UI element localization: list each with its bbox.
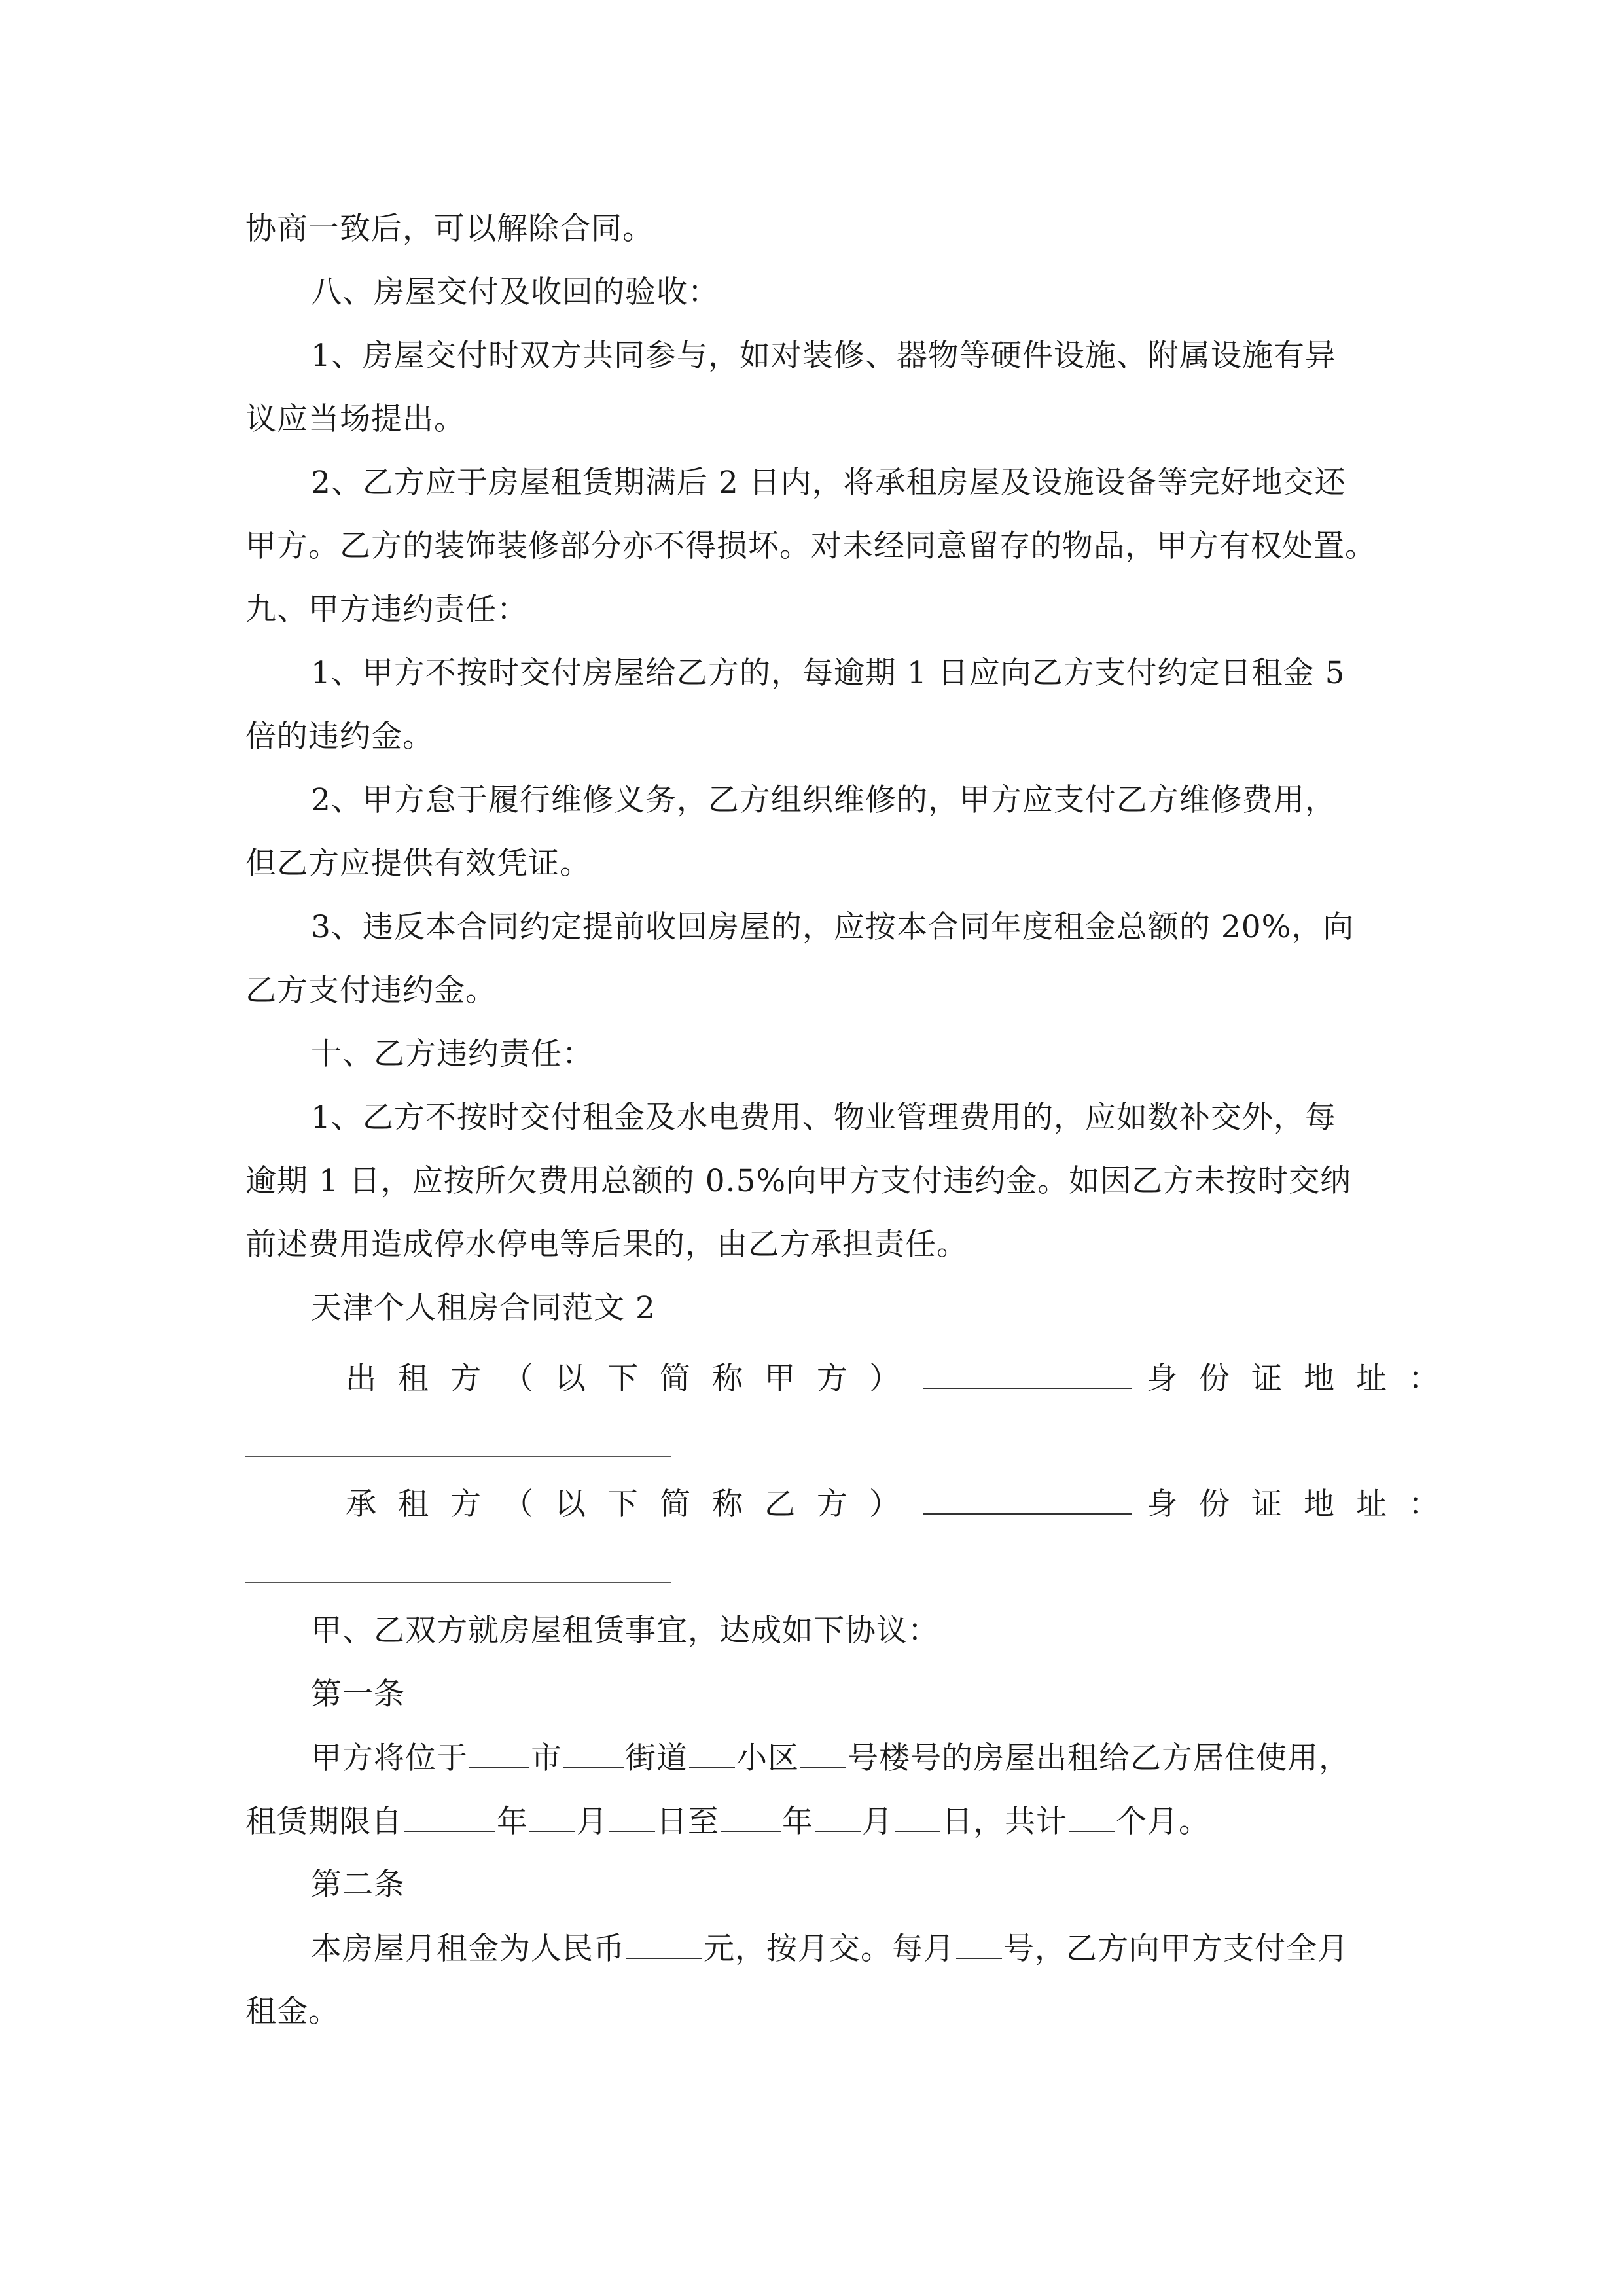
document-subtitle: 天津个人租房合同范文 2 bbox=[311, 1290, 656, 1326]
city-blank[interactable] bbox=[469, 1738, 529, 1768]
article1-line2 bbox=[245, 1802, 1210, 1842]
text-line: 前述费用造成停水停电等后果的，由乙方承担责任。 bbox=[245, 1227, 968, 1263]
text-segment: 个月。 bbox=[1116, 1804, 1210, 1840]
text-segment: 号，乙方向甲方支付全月 bbox=[1003, 1931, 1349, 1967]
article1-line1 bbox=[311, 1738, 1350, 1778]
lessor-line bbox=[346, 1359, 1461, 1399]
text-segment: 本房屋月租金为人民币 bbox=[311, 1931, 625, 1967]
end-year-blank[interactable] bbox=[721, 1802, 781, 1832]
lessee-name-blank[interactable] bbox=[923, 1484, 1132, 1515]
pay-day-blank[interactable] bbox=[956, 1929, 1002, 1959]
text-line: 3、违反本合同约定提前收回房屋的，应按本合同年度租金总额的 20%，向 bbox=[311, 909, 1355, 945]
text-segment: 元，按月交。每月 bbox=[704, 1931, 955, 1967]
text-line: 倍的违约金。 bbox=[245, 719, 434, 755]
end-day-blank[interactable] bbox=[895, 1802, 940, 1832]
community-blank[interactable] bbox=[689, 1738, 735, 1768]
text-segment: 年 bbox=[782, 1804, 813, 1840]
rent-amount-blank[interactable] bbox=[626, 1929, 702, 1959]
lessor-label: 出租方（以下简称甲方） bbox=[346, 1361, 921, 1397]
text-line: 租金。 bbox=[245, 1994, 340, 2030]
text-segment: 月 bbox=[577, 1804, 608, 1840]
start-month-blank[interactable] bbox=[529, 1802, 575, 1832]
text-line: 议应当场提出。 bbox=[245, 401, 465, 437]
lessor-address-label: 身份证地址： bbox=[1147, 1361, 1461, 1397]
start-day-blank[interactable] bbox=[609, 1802, 655, 1832]
text-segment: 年 bbox=[497, 1804, 528, 1840]
text-segment: 月 bbox=[862, 1804, 893, 1840]
text-line: 甲方。乙方的装饰装修部分亦不得损坏。对未经同意留存的物品，甲方有权处置。 bbox=[245, 528, 1376, 564]
lessee-label: 承租方（以下简称乙方） bbox=[346, 1486, 921, 1522]
text-line: 2、乙方应于房屋租赁期满后 2 日内，将承租房屋及设施设备等完好地交还 bbox=[311, 465, 1346, 501]
section-heading: 十、乙方违约责任： bbox=[311, 1036, 594, 1072]
lessee-address-blank[interactable] bbox=[245, 1582, 671, 1583]
months-blank[interactable] bbox=[1069, 1802, 1115, 1832]
article-title: 第二条 bbox=[311, 1867, 405, 1903]
text-line: 逾期 1 日，应按所欠费用总额的 0.5%向甲方支付违约金。如因乙方未按时交纳 bbox=[245, 1163, 1352, 1199]
agreement-line: 甲、乙双方就房屋租赁事宜，达成如下协议： bbox=[311, 1613, 939, 1649]
section-heading: 八、房屋交付及收回的验收： bbox=[311, 274, 719, 310]
text-line: 1、乙方不按时交付租金及水电费用、物业管理费用的，应如数补交外，每 bbox=[311, 1100, 1336, 1136]
lessee-address-label: 身份证地址： bbox=[1147, 1486, 1461, 1522]
lessee-line bbox=[346, 1484, 1461, 1524]
article-title: 第一条 bbox=[311, 1676, 405, 1712]
text-segment: 市 bbox=[531, 1740, 562, 1776]
text-segment: 街道 bbox=[625, 1740, 688, 1776]
text-line: 协商一致后，可以解除合同。 bbox=[245, 211, 654, 247]
text-segment: 小区 bbox=[736, 1740, 799, 1776]
text-segment: 甲方将位于 bbox=[311, 1740, 468, 1776]
start-year-blank[interactable] bbox=[404, 1802, 495, 1832]
section-heading: 九、甲方违约责任： bbox=[245, 592, 528, 628]
text-segment: 日，共计 bbox=[942, 1804, 1067, 1840]
text-line: 2、甲方怠于履行维修义务，乙方组织维修的，甲方应支付乙方维修费用， bbox=[311, 782, 1336, 818]
lessor-name-blank[interactable] bbox=[923, 1359, 1132, 1389]
end-month-blank[interactable] bbox=[815, 1802, 861, 1832]
text-line: 1、房屋交付时双方共同参与，如对装修、器物等硬件设施、附属设施有异 bbox=[311, 338, 1336, 374]
text-line: 但乙方应提供有效凭证。 bbox=[245, 846, 591, 882]
article2-line1 bbox=[311, 1929, 1349, 1969]
text-segment: 租赁期限自 bbox=[245, 1804, 402, 1840]
lessor-address-blank[interactable] bbox=[245, 1456, 671, 1457]
text-line: 乙方支付违约金。 bbox=[245, 973, 497, 1009]
building-blank[interactable] bbox=[800, 1738, 846, 1768]
street-blank[interactable] bbox=[563, 1738, 624, 1768]
text-segment: 日至 bbox=[656, 1804, 719, 1840]
text-line: 1、甲方不按时交付房屋给乙方的，每逾期 1 日应向乙方支付约定日租金 5 bbox=[311, 655, 1346, 691]
text-segment: 号楼号的房屋出租给乙方居住使用， bbox=[847, 1740, 1350, 1776]
